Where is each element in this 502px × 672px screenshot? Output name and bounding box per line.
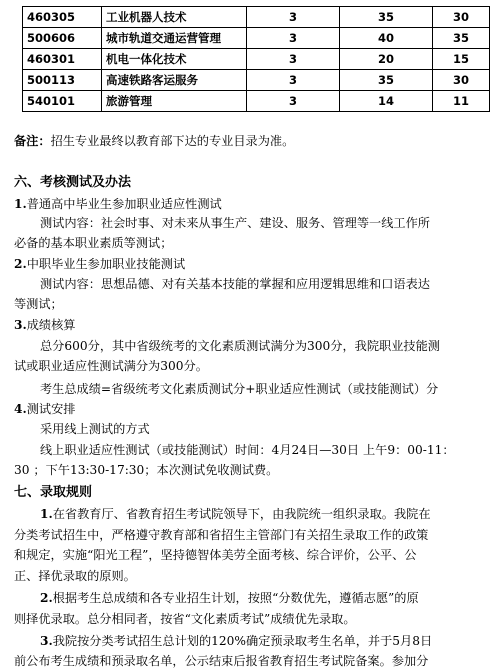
enroll-count: 15 bbox=[433, 49, 490, 70]
list-item bbox=[14, 316, 75, 335]
list-item bbox=[14, 255, 185, 274]
paragraph-line: 总分600分，其中省级统考的文化素质测试满分为300分，我院职业技能测 bbox=[40, 339, 440, 353]
major-code: 460305 bbox=[23, 7, 102, 28]
table-row bbox=[23, 49, 490, 70]
note-text: 招生专业最终以教育部下达的专业目录为准。 bbox=[50, 134, 295, 148]
item-number: 3. bbox=[14, 318, 27, 332]
paragraph-line: 分类考试招生中，严格遵守教育部和省招生主管部门有关招生录取工作的政策 bbox=[14, 528, 429, 542]
paragraph-line bbox=[40, 505, 431, 524]
plan-count: 35 bbox=[340, 70, 433, 91]
item-number: 1. bbox=[14, 197, 27, 211]
enroll-count: 35 bbox=[433, 28, 490, 49]
item-title: 普通高中毕业生参加职业适应性测试 bbox=[26, 197, 222, 211]
enroll-count: 30 bbox=[433, 70, 490, 91]
section-heading-admission: 七、录取规则 bbox=[14, 485, 93, 500]
plan-count: 20 bbox=[340, 49, 433, 70]
item-number: 4. bbox=[14, 402, 27, 416]
paragraph-line: 等测试； bbox=[14, 297, 63, 311]
study-years: 3 bbox=[247, 70, 340, 91]
study-years: 3 bbox=[247, 7, 340, 28]
paragraph-line: 和规定，实施“阳光工程”，坚持德智体美劳全面考核、综合评价，公平、公 bbox=[14, 548, 417, 562]
table-row bbox=[23, 70, 490, 91]
plan-count: 14 bbox=[340, 91, 433, 112]
paragraph-line: 30 ；下午13:30-17:30；本次测试免收测试费。 bbox=[14, 463, 279, 477]
plan-count: 40 bbox=[340, 28, 433, 49]
list-item bbox=[14, 195, 222, 214]
paragraph-line: 考生总成绩=省级统考文化素质测试分+职业适应性测试（或技能测试）分 bbox=[40, 382, 439, 396]
major-code: 540101 bbox=[23, 91, 102, 112]
major-name: 城市轨道交通运营管理 bbox=[102, 28, 247, 49]
item-number: 1. bbox=[40, 507, 53, 521]
paragraph-line: 前公布考生成绩和预录取名单，公示结束后报省教育招生考试院备案。参加分 bbox=[14, 654, 429, 668]
paragraph-line: 测试内容：社会时事、对未来从事生产、建设、服务、管理等一线工作所 bbox=[40, 216, 430, 230]
paragraph-line: 测试内容：思想品德、对有关基本技能的掌握和应用逻辑思维和口语表达 bbox=[40, 277, 430, 291]
paragraph-line: 线上职业适应性测试（或技能测试）时间：4月24日—30日 上午9：00-11： bbox=[40, 443, 455, 457]
paragraph-line: 正、择优录取的原则。 bbox=[14, 569, 136, 583]
item-number: 3. bbox=[40, 634, 53, 648]
major-code: 500606 bbox=[23, 28, 102, 49]
table-row bbox=[23, 28, 490, 49]
major-code: 460301 bbox=[23, 49, 102, 70]
study-years: 3 bbox=[247, 91, 340, 112]
study-years: 3 bbox=[247, 28, 340, 49]
paragraph-line: 采用线上测试的方式 bbox=[40, 422, 150, 436]
major-name: 高速铁路客运服务 bbox=[102, 70, 247, 91]
note-line bbox=[14, 132, 294, 151]
major-name: 工业机器人技术 bbox=[102, 7, 247, 28]
item-number: 2. bbox=[14, 257, 27, 271]
item-title: 中职毕业生参加职业技能测试 bbox=[26, 257, 186, 271]
item-title: 成绩核算 bbox=[26, 318, 76, 332]
plan-count: 35 bbox=[340, 7, 433, 28]
enroll-count: 11 bbox=[433, 91, 490, 112]
list-item bbox=[14, 400, 75, 419]
paragraph-line bbox=[40, 589, 419, 608]
majors-table bbox=[22, 6, 490, 112]
paragraph-line bbox=[40, 632, 432, 651]
section-heading-assessment: 六、考核测试及办法 bbox=[14, 175, 132, 190]
item-number: 2. bbox=[40, 591, 53, 605]
paragraph-line: 必备的基本职业素质等测试； bbox=[14, 236, 173, 250]
study-years: 3 bbox=[247, 49, 340, 70]
major-name: 机电一体化技术 bbox=[102, 49, 247, 70]
paragraph-line: 试或职业适应性测试满分为300分。 bbox=[14, 359, 208, 373]
note-label: 备注： bbox=[14, 134, 51, 148]
table-row bbox=[23, 91, 490, 112]
major-name: 旅游管理 bbox=[102, 91, 247, 112]
enroll-count: 30 bbox=[433, 7, 490, 28]
item-title: 测试安排 bbox=[26, 402, 76, 416]
paragraph-text: 在省教育厅、省教育招生考试院领导下，由我院统一组织录取。我院在 bbox=[52, 507, 431, 521]
major-code: 500113 bbox=[23, 70, 102, 91]
paragraph-text: 根据考生总成绩和各专业招生计划，按照“分数优先，遵循志愿”的原 bbox=[52, 591, 419, 605]
table-row bbox=[23, 7, 490, 28]
paragraph-text: 我院按分类考试招生总计划的120%确定预录取考生名单，并于5月8日 bbox=[52, 634, 433, 648]
paragraph-line: 则择优录取。总分相同者，按省“文化素质考试”成绩优先录取。 bbox=[14, 612, 356, 626]
